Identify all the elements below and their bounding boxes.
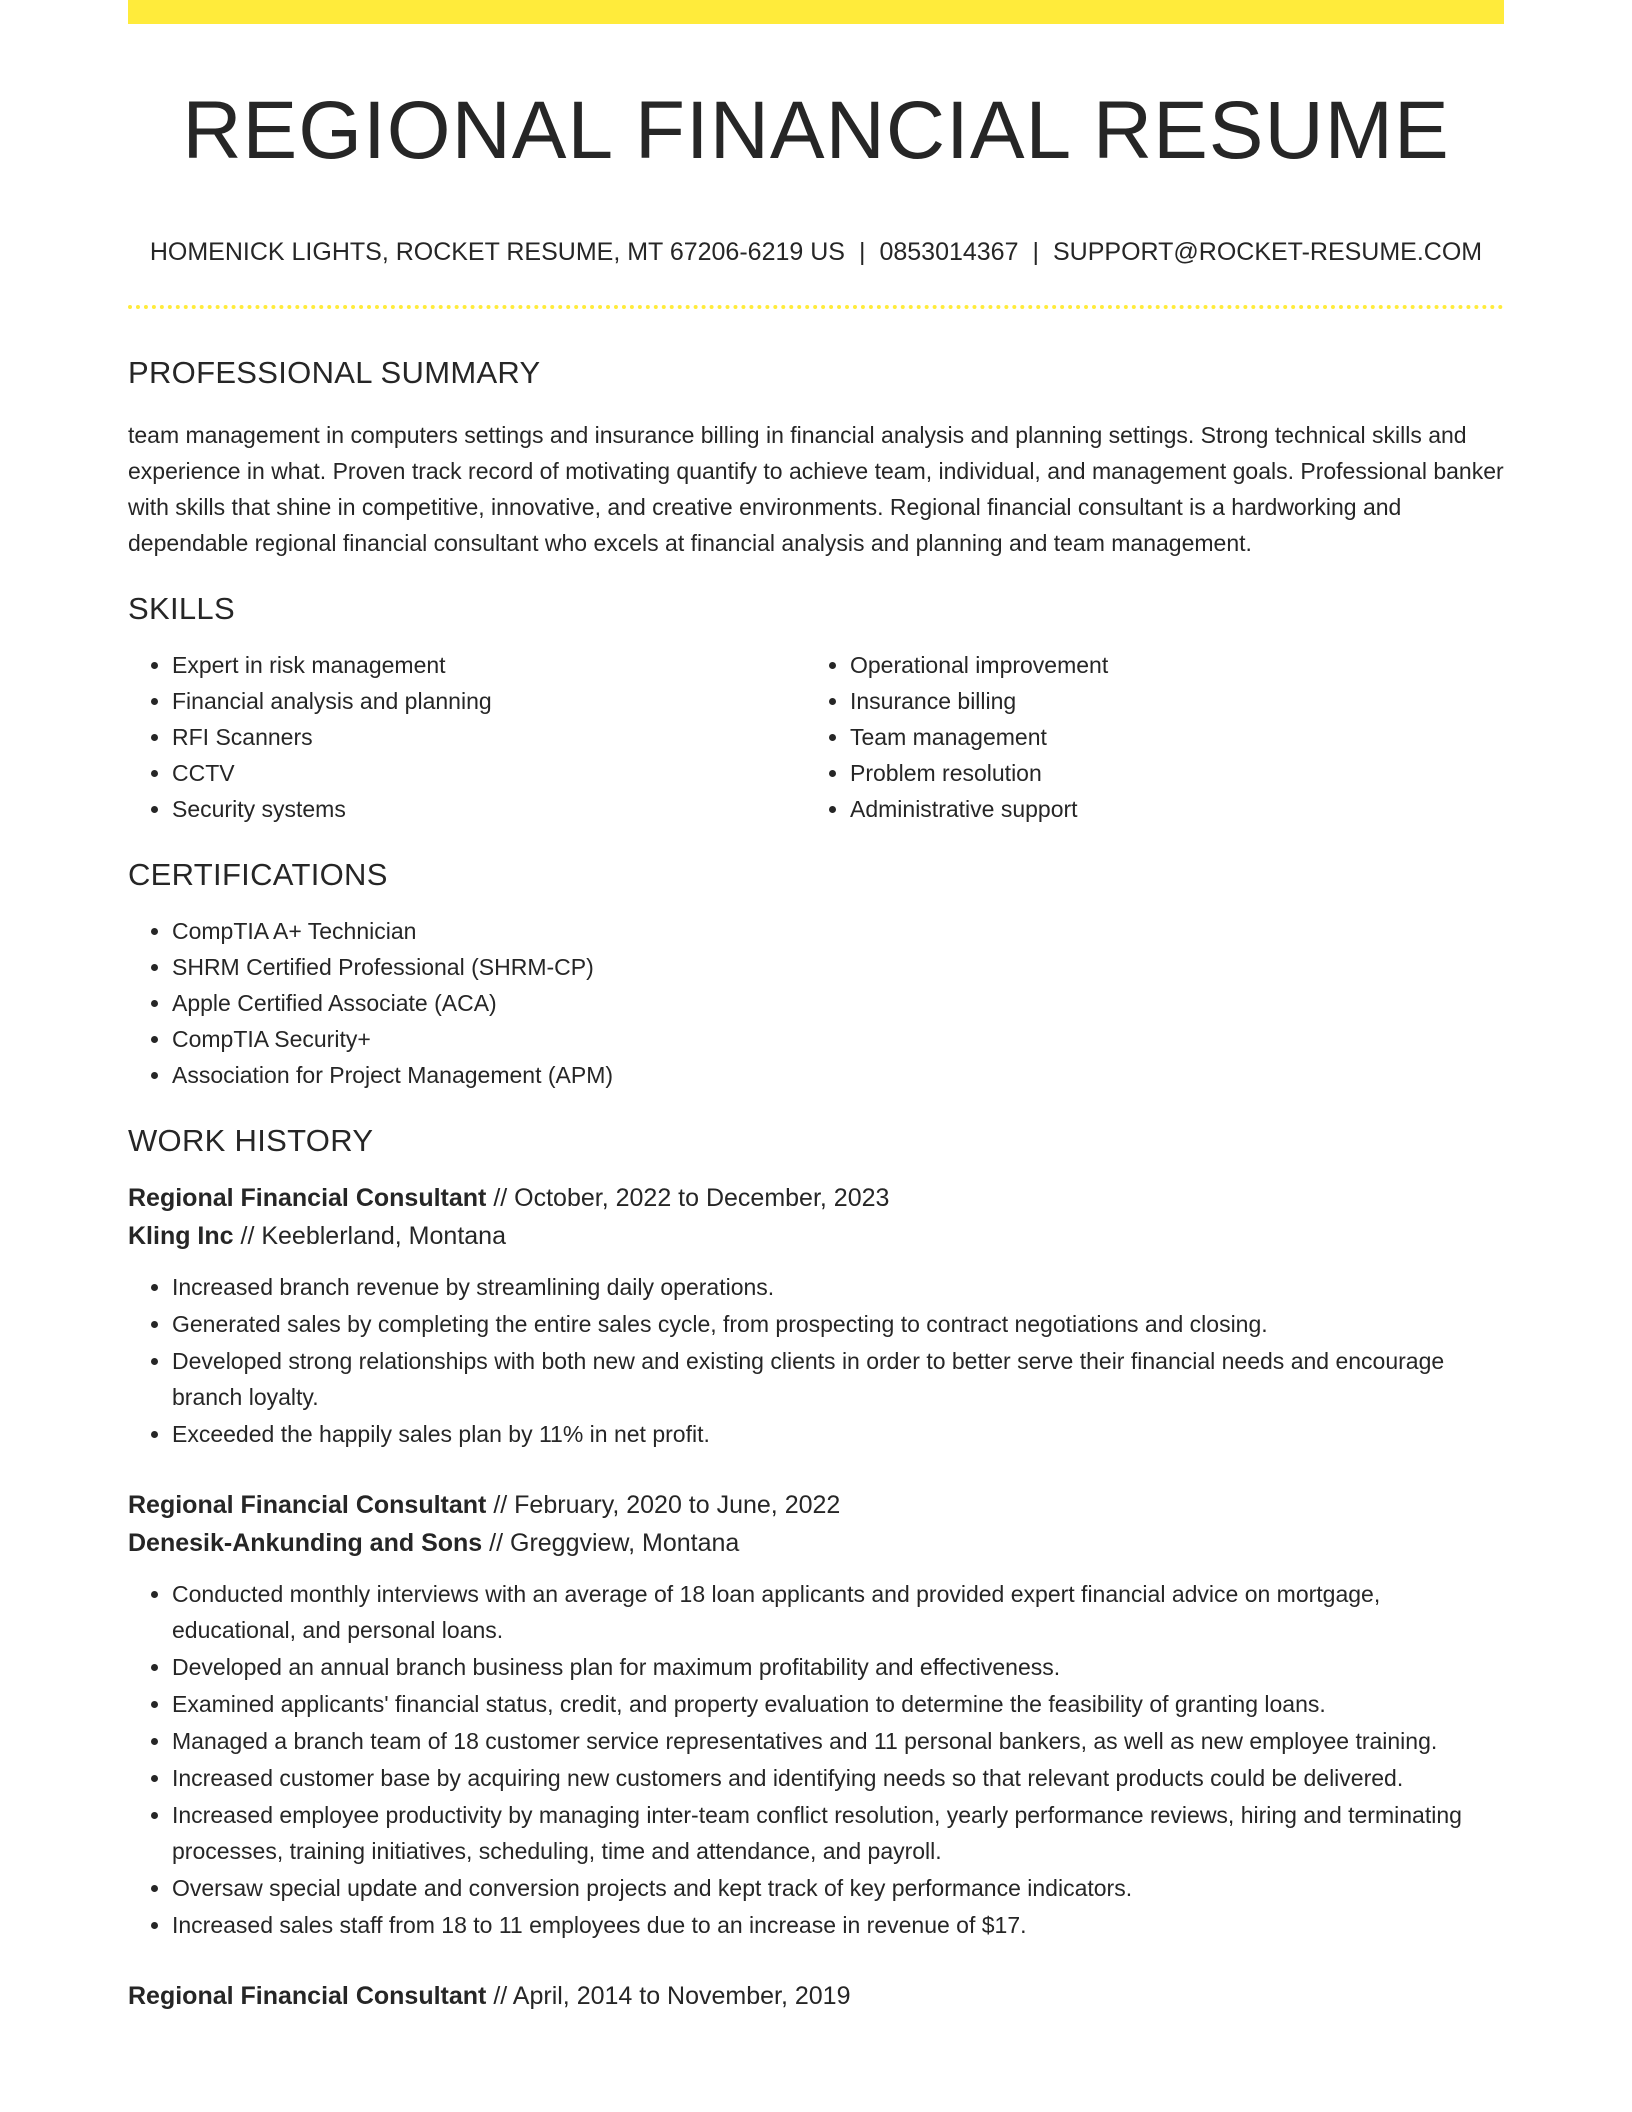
certification-item: • CompTIA A+ Technician xyxy=(172,913,1504,949)
skill-item: • CCTV xyxy=(172,755,806,791)
resume-title: REGIONAL FINANCIAL RESUME xyxy=(182,85,1450,176)
skill-item: • Financial analysis and planning xyxy=(172,683,806,719)
work-history-section xyxy=(128,1123,1504,2015)
section-heading: SKILLS xyxy=(128,591,235,627)
job-bullet: • Examined applicants' financial status, credit, and property evaluation to determine the feasibility of granting loans. xyxy=(172,1686,1504,1722)
job-bullet: • Managed a branch team of 18 customer service representatives and 11 personal bankers, as well as new employee training. xyxy=(172,1723,1504,1759)
job-entry xyxy=(128,1179,1504,1452)
skills-list-right xyxy=(806,647,1484,827)
job-company-line xyxy=(128,1217,1504,1255)
job-title-line xyxy=(128,1486,1504,1524)
job-bullet: • Increased employee productivity by managing inter-team conflict resolution, yearly performance reviews, hiring and terminating processes, training initiatives, scheduling, time and attendance, and payroll. xyxy=(172,1797,1504,1869)
job-bullet: • Developed an annual branch business plan for maximum profitability and effectiveness. xyxy=(172,1649,1504,1685)
job-dates: // April, 2014 to November, 2019 xyxy=(493,1982,851,2011)
certification-item: • Association for Project Management (APM) xyxy=(172,1057,1504,1093)
contact-separator: | xyxy=(1032,238,1039,267)
job-company: Kling Inc xyxy=(128,1222,234,1251)
job-entry xyxy=(128,1977,1504,2015)
job-bullet: • Increased branch revenue by streamlining daily operations. xyxy=(172,1269,1504,1305)
job-dates: // October, 2022 to December, 2023 xyxy=(493,1184,890,1213)
job-bullets xyxy=(128,1576,1504,1943)
skills-list-left xyxy=(128,647,806,827)
contact-address: HOMENICK LIGHTS, ROCKET RESUME, MT 67206-6219 US xyxy=(149,238,845,267)
job-title-line xyxy=(128,1179,1504,1217)
contact-separator: | xyxy=(858,238,866,267)
contact-phone: 0853014367 xyxy=(879,238,1019,267)
job-title-line xyxy=(128,1977,1504,2015)
certifications-list xyxy=(128,913,1504,1093)
job-bullet: • Conducted monthly interviews with an average of 18 loan applicants and provided expert financial advice on mortgage, educational, and personal loans. xyxy=(172,1576,1504,1648)
section-heading: PROFESSIONAL SUMMARY xyxy=(128,355,541,391)
skill-item: • Security systems xyxy=(172,791,806,827)
job-bullets xyxy=(128,1269,1504,1452)
skill-item: • Operational improvement xyxy=(850,647,1484,683)
certification-item: • SHRM Certified Professional (SHRM-CP) xyxy=(172,949,1504,985)
certification-item: • CompTIA Security+ xyxy=(172,1021,1504,1057)
job-title: Regional Financial Consultant xyxy=(128,1184,487,1213)
summary-text: team management in computers settings and insurance billing in financial analysis and planning settings. Strong technical skills and experience in what. Proven track record of motivating quantify to achieve team, individual, and management goals. Professional banker with skills that shine in competitive, innovative, and creative environments. Regional financial consultant is a hardworking and dependable regional financial consultant who excels at financial analysis and planning and team management. xyxy=(128,422,1504,557)
skill-item: • Problem resolution xyxy=(850,755,1484,791)
skills-grid xyxy=(128,627,1504,827)
job-location: // Keeblerland, Montana xyxy=(240,1222,506,1251)
skill-item: • Expert in risk management xyxy=(172,647,806,683)
job-bullet: • Increased customer base by acquiring new customers and identifying needs so that relevant products could be delivered. xyxy=(172,1760,1504,1796)
job-entry xyxy=(128,1486,1504,1943)
certification-item: • Apple Certified Associate (ACA) xyxy=(172,985,1504,1021)
skill-item: • RFI Scanners xyxy=(172,719,806,755)
job-bullet: • Developed strong relationships with both new and existing clients in order to better serve their financial needs and encourage branch loyalty. xyxy=(172,1343,1504,1415)
job-dates: // February, 2020 to June, 2022 xyxy=(493,1491,841,1520)
section-heading: WORK HISTORY xyxy=(128,1123,374,1159)
skill-item: • Administrative support xyxy=(850,791,1484,827)
skills-section xyxy=(128,591,1504,827)
job-company: Denesik-Ankunding and Sons xyxy=(128,1529,483,1558)
job-company-line xyxy=(128,1524,1504,1562)
job-bullet: • Exceeded the happily sales plan by 11% in net profit. xyxy=(172,1416,1504,1452)
skill-item: • Insurance billing xyxy=(850,683,1484,719)
job-bullet: • Generated sales by completing the entire sales cycle, from prospecting to contract negotiations and closing. xyxy=(172,1306,1504,1342)
resume-page xyxy=(128,0,1504,2015)
job-bullet: • Oversaw special update and conversion projects and kept track of key performance indicators. xyxy=(172,1870,1504,1906)
job-bullet: • Increased sales staff from 18 to 11 employees due to an increase in revenue of $17. xyxy=(172,1907,1504,1943)
top-accent-bar xyxy=(128,0,1504,24)
header-divider xyxy=(128,305,1504,309)
contact-email: SUPPORT@ROCKET-RESUME.COM xyxy=(1053,238,1483,267)
certifications-section xyxy=(128,857,1504,1093)
section-heading: CERTIFICATIONS xyxy=(128,857,388,893)
professional-summary-section xyxy=(128,355,1504,561)
job-title: Regional Financial Consultant xyxy=(128,1491,487,1520)
job-title: Regional Financial Consultant xyxy=(128,1982,487,2011)
contact-line xyxy=(128,238,1504,267)
skill-item: • Team management xyxy=(850,719,1484,755)
job-location: // Greggview, Montana xyxy=(489,1529,740,1558)
